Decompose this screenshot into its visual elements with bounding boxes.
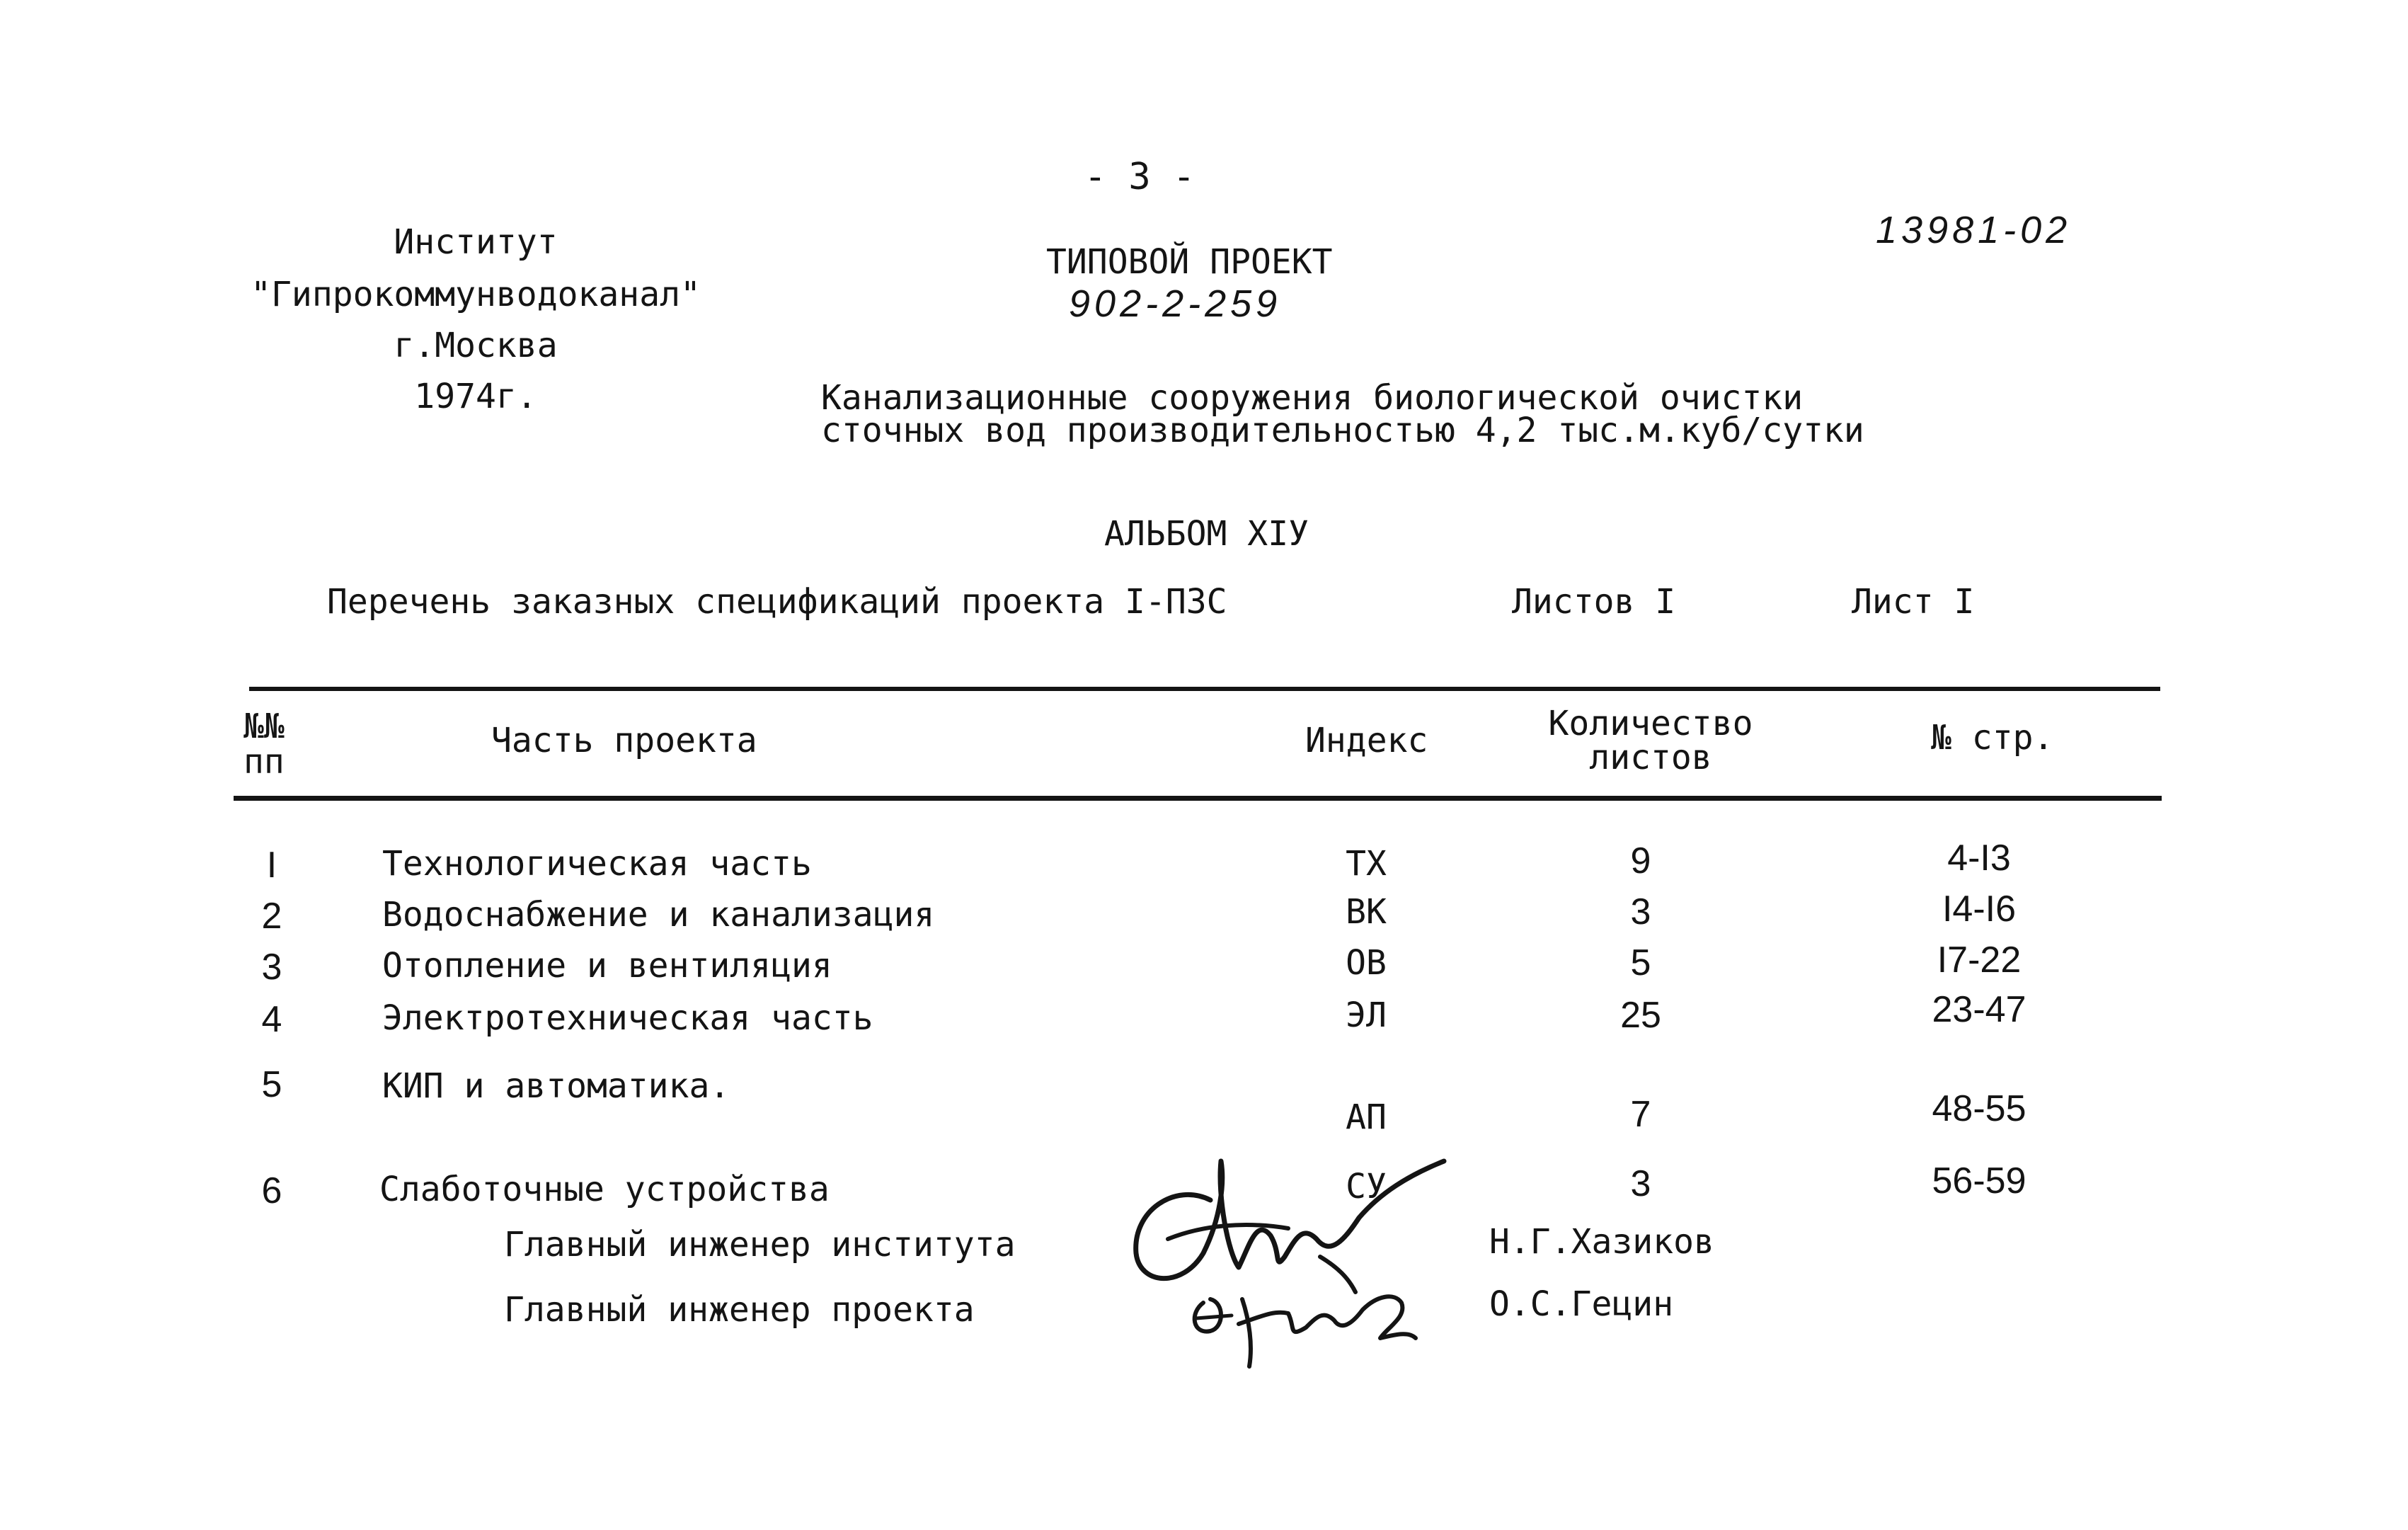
header-pages: № стр. [1931,718,2054,758]
institute-label: Институт [394,222,558,262]
list-title: Перечень заказных спецификаций проекта I-ПЗС [327,582,1227,622]
row-pages: 4-I3 [1947,838,2011,879]
signature-chief-project [1182,1260,1423,1374]
row-pages: 48-55 [1932,1088,2026,1129]
chief-project-name: О.С.Гецин [1489,1284,1674,1324]
project-description-line2: сточных вод производительностью 4,2 тыс.м.куб/сутки [821,411,1864,450]
header-qty-line2: листов [1589,738,1712,777]
row-index: АП [1346,1097,1387,1137]
row-qty: 9 [1630,840,1651,881]
row-qty: 3 [1630,1163,1651,1204]
row-pages: 23-47 [1932,989,2026,1030]
table-top-rule [249,687,2160,691]
row-part: КИП и автоматика. [382,1066,730,1106]
page-number: - 3 - [1084,156,1196,198]
row-number: 3 [261,947,282,988]
header-num-line1: №№ [243,707,285,746]
row-pages: I7-22 [1937,940,2022,981]
sheets-total: Листов I [1512,582,1676,622]
row-part: Электротехническая часть [382,998,873,1038]
row-pages: 56-59 [1932,1160,2026,1201]
header-qty-line1: Количество [1548,704,1753,743]
row-part: Отопление и вентиляция [382,946,832,986]
row-part: Водоснабжение и канализация [382,895,935,935]
institute-city: г.Москва [394,326,558,365]
stamp-number: 13981-02 [1876,209,2072,251]
row-qty: 3 [1630,891,1651,932]
row-number: I [266,845,277,886]
project-number: 902-2-259 [1069,282,1282,325]
institute-year: 1974г. [414,377,537,416]
sheet-number: Лист I [1852,582,1975,622]
row-index: ТХ [1346,844,1387,884]
project-description-line1: Канализационные сооружения биологической очистки [821,378,1804,418]
chief-institute-label: Главный инженер института [504,1225,1016,1264]
row-number: 4 [261,999,282,1040]
row-number: 6 [261,1170,282,1211]
row-index: ОВ [1346,943,1387,983]
header-index: Индекс [1305,721,1428,760]
chief-project-label: Главный инженер проекта [504,1290,975,1330]
row-part: Технологическая часть [382,844,812,884]
row-part: Слаботочные устройства [379,1170,830,1209]
row-number: 2 [261,896,282,937]
row-number: 5 [261,1064,282,1105]
row-index: ВК [1346,892,1387,932]
row-index: СУ [1346,1167,1387,1206]
row-pages: I4-I6 [1942,889,2017,930]
table-header-rule [234,796,2162,801]
project-type: ТИПОВОЙ ПРОЕКТ [1046,242,1333,282]
row-qty: 5 [1630,942,1651,983]
album-title: АЛЬБОМ XIУ [1104,514,1309,554]
row-qty: 7 [1630,1094,1651,1135]
institute-org: "Гипрокоммунводоканал" [251,275,701,314]
row-qty: 25 [1620,995,1661,1036]
header-num-line2: пп [243,742,285,782]
chief-institute-name: Н.Г.Хазиков [1489,1222,1714,1262]
row-index: ЭЛ [1346,995,1387,1035]
header-part: Часть проекта [491,721,757,760]
